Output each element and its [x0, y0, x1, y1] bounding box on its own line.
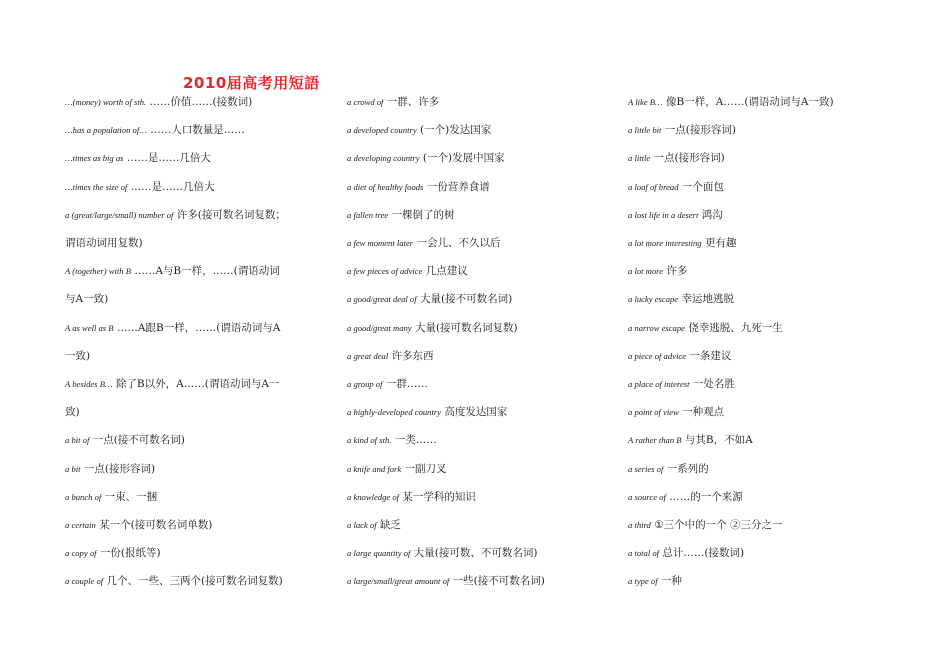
- phrase-entry: [347, 88, 609, 116]
- phrase-entry: [65, 426, 327, 454]
- phrase-chinese: 一份(报纸等): [99, 547, 161, 560]
- phrase-english: a great deal: [347, 350, 389, 361]
- phrase-chinese: 更有趣: [704, 237, 737, 250]
- phrase-entry: [628, 342, 890, 370]
- phrase-english: a certain: [65, 520, 96, 531]
- phrase-chinese: 总计……(接数词): [662, 547, 745, 560]
- phrase-entry: [65, 201, 327, 229]
- phrase-entry: [65, 173, 327, 201]
- phrase-english: A rather than B: [628, 435, 682, 446]
- phrase-entry: [347, 257, 609, 285]
- phrase-chinese: 一束、一捆: [104, 490, 158, 503]
- phrase-english: …times as big as: [65, 153, 124, 164]
- phrase-chinese: 一些(接不可数名词): [452, 575, 545, 588]
- phrase-english: a crowd of: [347, 97, 384, 107]
- phrase-english: a fallen tree: [347, 209, 389, 220]
- phrase-chinese: 大量(接可数、不可数名词): [413, 547, 538, 560]
- phrase-entry: [347, 314, 609, 342]
- page-title: 2010届高考用短語: [183, 74, 320, 92]
- phrase-english: a lucky escape: [628, 294, 679, 305]
- phrase-entry: [347, 201, 609, 229]
- phrase-english: …times the size of: [65, 181, 128, 192]
- phrase-english: a couple of: [65, 576, 104, 587]
- phrase-english: a third: [628, 520, 651, 531]
- phrase-english: a few moment later: [347, 238, 414, 249]
- phrase-english: a point of view: [628, 407, 679, 418]
- phrase-entry: [628, 144, 890, 172]
- phrase-entry: [65, 116, 327, 144]
- phrase-english: A (together) with B: [65, 266, 131, 277]
- phrase-english: a bit: [65, 463, 81, 474]
- phrase-chinese: 侥幸逃脱、九死一生: [688, 321, 783, 334]
- phrase-chinese: 一棵倒了的树: [391, 208, 455, 221]
- phrase-english: a total of: [628, 548, 660, 559]
- phrase-chinese: 像B一样，A……(谓语动词与A一致): [666, 96, 834, 108]
- phrase-entry: [347, 370, 609, 398]
- phrase-entry: [628, 398, 890, 426]
- phrase-entry-continuation: [65, 285, 327, 313]
- phrase-english: a series of: [628, 463, 664, 474]
- phrase-chinese: (一个)发达国家: [420, 124, 492, 137]
- phrase-english: a group of: [347, 379, 383, 390]
- phrase-entry: [347, 398, 609, 426]
- phrase-chinese: ……A与B一样，……(谓语动词: [134, 265, 280, 278]
- phrase-entry: [65, 257, 327, 285]
- phrase-english: a bit of: [65, 435, 90, 446]
- phrase-english: a little bit: [628, 125, 662, 136]
- phrase-english: …(money) worth of sth.: [65, 97, 147, 107]
- phrase-english: a loaf of bread: [628, 181, 679, 192]
- phrase-entry: [628, 426, 890, 454]
- phrase-english: a developing country: [347, 153, 420, 164]
- phrase-chinese: 许多: [666, 265, 688, 278]
- phrase-chinese: 几个、一些、三两个(接可数名词复数): [106, 575, 283, 588]
- phrase-english: a place of interest: [628, 379, 690, 390]
- phrase-entry: [628, 455, 890, 483]
- phrase-entry: [628, 539, 890, 567]
- phrase-chinese: 一份营养食谱: [426, 180, 490, 193]
- phrase-chinese: 许多(接可数名词复数；: [176, 208, 286, 221]
- phrase-chinese: 一副刀叉: [404, 462, 447, 475]
- phrase-entry-continuation: [65, 398, 327, 426]
- phrase-english: a lot more: [628, 266, 664, 277]
- phrase-chinese: 一种: [660, 575, 682, 588]
- phrase-entry: [347, 342, 609, 370]
- phrase-english: …has a population of…: [65, 125, 147, 136]
- phrase-chinese: 一点(接形容词): [653, 152, 725, 165]
- phrase-chinese: 谓语动词用复数): [65, 237, 143, 250]
- phrase-entry: [65, 511, 327, 539]
- phrase-chinese: 一类……: [394, 434, 437, 447]
- phrase-chinese: 一群、许多: [386, 96, 440, 108]
- phrase-entry: [347, 116, 609, 144]
- phrase-entry: [347, 539, 609, 567]
- phrase-english: a bunch of: [65, 491, 102, 502]
- phrase-chinese: 缺乏: [379, 519, 401, 532]
- phrase-entry: [628, 567, 890, 595]
- phrase-entry: [628, 88, 890, 116]
- phrase-chinese: 一个面包: [681, 180, 724, 193]
- phrase-chinese: 高度发达国家: [444, 406, 508, 419]
- phrase-english: a good/great deal of: [347, 294, 417, 305]
- phrase-entry: [628, 511, 890, 539]
- phrase-english: A besides B…: [65, 379, 113, 390]
- phrase-chinese: 一会儿、不久以后: [416, 237, 501, 250]
- phrase-chinese: ……的一个来源: [669, 490, 743, 503]
- phrase-entry: [65, 455, 327, 483]
- phrase-chinese: 一点(接不可数名词): [92, 434, 185, 447]
- phrase-chinese: 一点(接形容词): [83, 462, 156, 475]
- phrase-chinese: 致): [65, 406, 80, 419]
- phrase-entry: [628, 201, 890, 229]
- phrase-chinese: 一系列的: [666, 462, 709, 475]
- phrase-chinese: ……是……几倍大: [130, 180, 215, 193]
- phrase-entry: [347, 229, 609, 257]
- phrase-chinese: ……人口数量是……: [150, 124, 245, 137]
- phrase-column-2: [347, 88, 609, 596]
- phrase-entry: [65, 370, 327, 398]
- phrase-chinese: 与其B，不如A: [684, 434, 753, 447]
- phrase-entry: [347, 285, 609, 313]
- phrase-column-3: [628, 88, 890, 596]
- phrase-chinese: 幸运地逃脱: [681, 293, 734, 306]
- phrase-english: a few pieces of advice: [347, 266, 423, 277]
- phrase-english: a knowledge of: [347, 491, 400, 502]
- phrase-english: a lot more interesting: [628, 238, 702, 249]
- phrase-entry: [628, 173, 890, 201]
- phrase-chinese: 一点(接形容词): [664, 124, 736, 137]
- phrase-english: a diet of healthy foods: [347, 181, 424, 192]
- phrase-english: a large quantity of: [347, 548, 411, 559]
- phrase-chinese: ①三个中的一个 ②三分之一: [654, 519, 783, 532]
- phrase-column-1: [65, 88, 327, 596]
- phrase-english: a piece of advice: [628, 350, 686, 361]
- phrase-chinese: 大量(接不可数名词): [419, 293, 513, 306]
- phrase-chinese: 一处名胜: [692, 378, 735, 391]
- phrase-chinese: 除了B以外，A……(谓语动词与A一: [115, 378, 280, 391]
- phrase-chinese: 某一学科的知识: [402, 490, 476, 503]
- phrase-english: a lost life in a desert: [628, 209, 699, 220]
- phrase-english: a highly-developed country: [347, 407, 442, 418]
- phrase-english: a narrow escape: [628, 322, 685, 333]
- phrase-english: a (great/large/small) number of: [65, 209, 174, 220]
- phrase-chinese: 鸿沟: [701, 208, 723, 221]
- phrase-chinese: 一群……: [385, 378, 428, 391]
- phrase-entry: [628, 370, 890, 398]
- phrase-english: a little: [628, 153, 651, 164]
- phrase-entry: [347, 455, 609, 483]
- phrase-entry: [65, 483, 327, 511]
- phrase-chinese: 几点建议: [425, 265, 468, 278]
- phrase-entry: [347, 426, 609, 454]
- phrase-chinese: 某一个(接可数名词单数): [99, 519, 213, 532]
- phrase-entry: [347, 144, 609, 172]
- phrase-chinese: 一致): [65, 349, 91, 362]
- phrase-chinese: ……是……几倍大: [126, 152, 211, 165]
- phrase-entry: [628, 257, 890, 285]
- phrase-chinese: 许多东西: [391, 349, 434, 362]
- phrase-chinese: ……A跟B一样，……(谓语动词与A: [116, 321, 281, 334]
- phrase-entry: [347, 567, 609, 595]
- phrase-english: a knife and fork: [347, 463, 402, 474]
- phrase-english: a source of: [628, 491, 666, 502]
- phrase-chinese: (一个)发展中国家: [422, 152, 505, 165]
- phrase-chinese: 大量(接可数名词复数): [414, 321, 518, 334]
- phrase-chinese: ……价值……(接数词): [149, 96, 253, 108]
- phrase-english: a good/great many: [347, 322, 412, 333]
- phrase-english: a kind of sth.: [347, 435, 392, 446]
- phrase-entry: [628, 483, 890, 511]
- phrase-entry-continuation: [65, 229, 327, 257]
- phrase-english: A as well as B: [65, 322, 114, 333]
- phrase-entry: [347, 173, 609, 201]
- phrase-entry: [628, 314, 890, 342]
- phrase-entry: [65, 88, 327, 116]
- phrase-entry-continuation: [65, 342, 327, 370]
- phrase-entry: [347, 483, 609, 511]
- phrase-english: A like B…: [628, 97, 663, 107]
- phrase-english: a lack of: [347, 520, 377, 531]
- phrase-entry: [628, 116, 890, 144]
- phrase-english: a large/small/great amount of: [347, 576, 450, 587]
- phrase-entry: [65, 144, 327, 172]
- phrase-english: a developed country: [347, 125, 417, 136]
- phrase-english: a copy of: [65, 548, 97, 559]
- phrase-english: a type of: [628, 576, 658, 587]
- phrase-entry: [65, 539, 327, 567]
- phrase-entry: [65, 314, 327, 342]
- phrase-entry: [347, 511, 609, 539]
- phrase-chinese: 与A一致): [65, 293, 109, 306]
- phrase-chinese: 一种观点: [682, 406, 725, 419]
- phrase-entry: [628, 285, 890, 313]
- phrase-entry: [628, 229, 890, 257]
- phrase-chinese: 一条建议: [689, 349, 732, 362]
- phrase-entry: [65, 567, 327, 595]
